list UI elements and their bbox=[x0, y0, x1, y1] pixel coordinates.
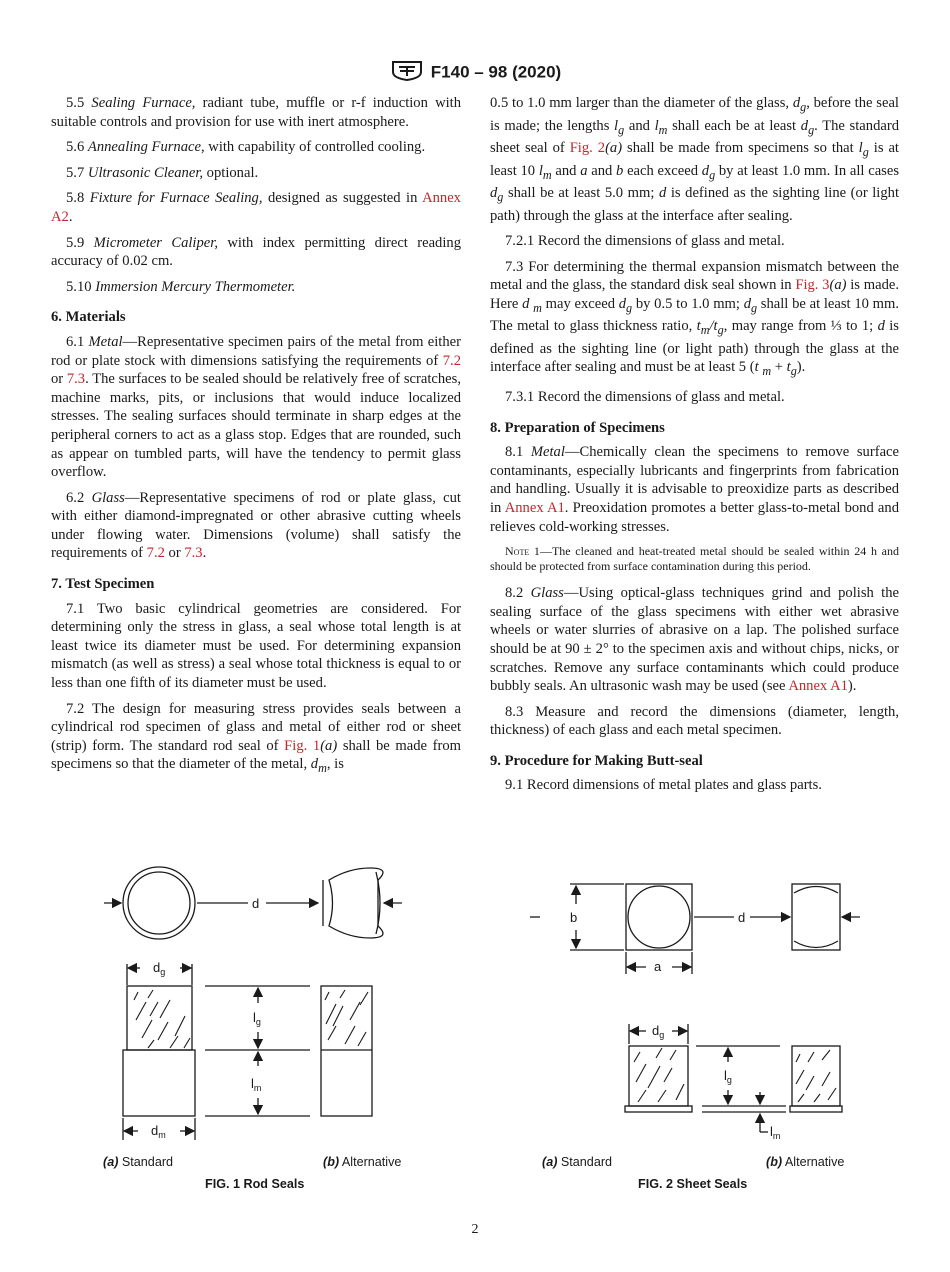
fig2-length-dimensions bbox=[696, 1046, 786, 1132]
heading-materials: 6. Materials bbox=[51, 309, 126, 326]
heading-procedure: 9. Procedure for Making Butt-seal bbox=[490, 752, 703, 769]
fig2-alternative-top-view bbox=[792, 884, 840, 950]
right-column bbox=[490, 94, 899, 802]
ref-7-3-link[interactable]: 7.3 bbox=[184, 545, 203, 562]
fig-2-link[interactable]: Fig. 2 bbox=[569, 140, 606, 156]
section-7-3: 7.3 For determining the thermal expansion mismatch between the metal and the glass, the standard disk seal shown in Fig. 3(a) is made. Here d $_m$ may exceed $d_g$ by 0.5 to 1.0 mm; $d_g$ shall be at least 10 mm. The metal to glass thickness ratio, $t_m/t_g$, may range from ⅓ to 1; d is defined as the sighting line (or light path) through the glass at the interface after sealing and must be at least 5 (t $_m + t_g$). bbox=[490, 258, 900, 379]
fig1-label-lm: $l_m$ bbox=[251, 1076, 262, 1093]
section-7-3-1: 7.3.1 Record the dimensions of glass and metal. bbox=[505, 388, 785, 405]
fig1-label-dg: $d_g$ bbox=[153, 960, 166, 977]
fig1-label-d: d bbox=[252, 896, 260, 911]
section-8-2: 8.2 Glass—Using optical-glass techniques grind and polish the sealing surface of the glass specimens with either wet abrasive wheels or water slurries of abrasive on a lap. The polished surface should be at 90 ± 2° to the specimen axis and without chips, nicks, or scratches. Remove any surface contaminants which could produce bubbly seals. An ultrasonic wash may be used (see Annex A1). bbox=[490, 585, 899, 695]
heading-preparation: 8. Preparation of Specimens bbox=[490, 419, 665, 436]
page-number: 2 bbox=[471, 1222, 479, 1237]
section-7-2-continued: 0.5 to 1.0 mm larger than the diameter of the glass, $d_g$, before the seal is made; the lengths $l_g$ and $l_m$ shall each be at least $d_g$. The standard sheet seal of Fig. 2(a) shall be made from specimens so that $l_g$ is at least 10 $l_m$ and a and b each exceed $d_g$ by at least 1.0 mm. In all cases $d_g$ shall be at least 5.0 mm; d is defined as the sighting line (or light path) through the glass at the interface after sealing. bbox=[490, 95, 900, 224]
fig1-alternative-end-view bbox=[323, 868, 383, 938]
section-5-10: 5.10 Immersion Mercury Thermometer. bbox=[66, 278, 296, 295]
section-9-1: 9.1 Record dimensions of metal plates and glass parts. bbox=[505, 777, 822, 794]
fig1-label-dm: $d_m$ bbox=[151, 1123, 166, 1140]
section-6-1: 6.1 Metal—Representative specimen pairs of the metal from either rod or plate stock with dimensions satisfying the requirements of 7.2 or 7.3. The surfaces to be sealed should be relatively free of scratches, machine marks, pits, or inclusions that would induce localized stresses. The sealing surfaces should terminate in sharp edges at the peripheral corners to act as a glass stop. Edges that are rounded, such as appear on tumbled parts, will have the tendency to permit glass overflow. bbox=[51, 333, 461, 481]
annex-a1-link[interactable]: Annex A1 bbox=[504, 499, 565, 516]
ref-7-2-link[interactable]: 7.2 bbox=[146, 545, 165, 562]
fig2-caption-a: (a) Standard bbox=[542, 1155, 613, 1169]
fig2-label-d: d bbox=[738, 910, 746, 925]
astm-logo-icon bbox=[389, 58, 425, 87]
fig1-caption-b: (b) Alternative bbox=[323, 1155, 402, 1169]
fig-3-link[interactable]: Fig. 3 bbox=[795, 277, 830, 294]
section-7-2-1: 7.2.1 Record the dimensions of glass and metal. bbox=[505, 233, 785, 250]
fig1-caption-a: (a) Standard bbox=[103, 1155, 174, 1169]
fig-1-link[interactable]: Fig. 1 bbox=[284, 737, 321, 754]
ref-7-2-link[interactable]: 7.2 bbox=[442, 352, 461, 369]
heading-test-specimen: 7. Test Specimen bbox=[51, 576, 155, 593]
section-5-7: 5.7 Ultrasonic Cleaner, optional. bbox=[66, 164, 259, 181]
fig1-label-lg: $l_g$ bbox=[253, 1010, 261, 1027]
ref-7-3-link[interactable]: 7.3 bbox=[66, 371, 86, 388]
section-7-2: 7.2 The design for measuring stress provides seals between a cylindrical rod specimen of glass and metal of either rod or sheet (strip) form. The standard rod seal of Fig. 1(a) shall be made from specimens so that the diameter of the metal, $d_m$, is bbox=[51, 700, 461, 776]
section-5-6: 5.6 Annealing Furnace, with capability of controlled cooling. bbox=[66, 139, 426, 156]
fig1-title: FIG. 1 Rod Seals bbox=[205, 1177, 305, 1191]
fig1-length-dimensions bbox=[205, 986, 310, 1116]
fig2-label-lg: $l_g$ bbox=[724, 1068, 732, 1085]
fig2-label-dg: $d_g$ bbox=[652, 1023, 665, 1040]
fig2-label-b: b bbox=[570, 910, 578, 925]
section-8-1: 8.1 Metal—Chemically clean the specimens to remove surface contaminants, especially lubricants and fingerprints from fabrication and handling. Usually it is advisable to preoxidize parts as described in Annex A1. Preoxidation promotes a better glass-to-metal bond and relieves cold-working stresses. bbox=[490, 444, 900, 535]
section-5-8: 5.8 Fixture for Furnace Sealing, designed as suggested in Annex A2. bbox=[51, 190, 461, 225]
section-8-3: 8.3 Measure and record the dimensions (diameter, length, thickness) of each glass and each metal specimen. bbox=[490, 703, 899, 739]
section-6-2: 6.2 Glass—Representative specimens of rod or plate glass, cut with either diamond-impregnated or other abrasive cutting wheels under flowing water. Dimensions (volume) shall satisfy the requirements of 7.2 or 7.3. bbox=[51, 489, 461, 562]
annex-a2-link[interactable]: Annex A2 bbox=[51, 190, 461, 225]
standard-designation: F140 – 98 (2020) bbox=[430, 62, 562, 82]
annex-a1-link[interactable]: Annex A1 bbox=[788, 678, 848, 695]
section-5-5: 5.5 Sealing Furnace, radiant tube, muffle or r-f induction with suitable controls and provision for use with inert atmosphere. bbox=[51, 95, 462, 130]
note-1: Note 1—The cleaned and heat-treated metal should be sealed within 24 h and should be protected from surface contamination during this period. bbox=[490, 544, 899, 574]
page-header bbox=[0, 58, 950, 87]
fig2-label-a: a bbox=[654, 959, 662, 974]
fig2-alternative-side-view bbox=[790, 1046, 842, 1112]
fig2-title: FIG. 2 Sheet Seals bbox=[638, 1177, 748, 1191]
fig2-label-lm: $l_m$ bbox=[770, 1124, 781, 1141]
section-5-9: 5.9 Micrometer Caliper, with index permitting direct reading accuracy of 0.02 cm. bbox=[51, 234, 462, 270]
fig1-standard-side-view bbox=[123, 964, 195, 1140]
fig2-standard-top-view bbox=[530, 884, 860, 974]
fig1-alternative-side-view bbox=[321, 986, 372, 1116]
fig2-caption-b: (b) Alternative bbox=[766, 1155, 845, 1169]
left-column bbox=[51, 94, 461, 785]
section-7-1: 7.1 Two basic cylindrical geometries are considered. For determining only the stress in glass, a seal whose total length is at least twice its diameter must be used. For determining expansion mismatch (as well as stress) a seal whose total thickness is equal to or less than one fifth of its diameter must be used. bbox=[51, 600, 461, 692]
